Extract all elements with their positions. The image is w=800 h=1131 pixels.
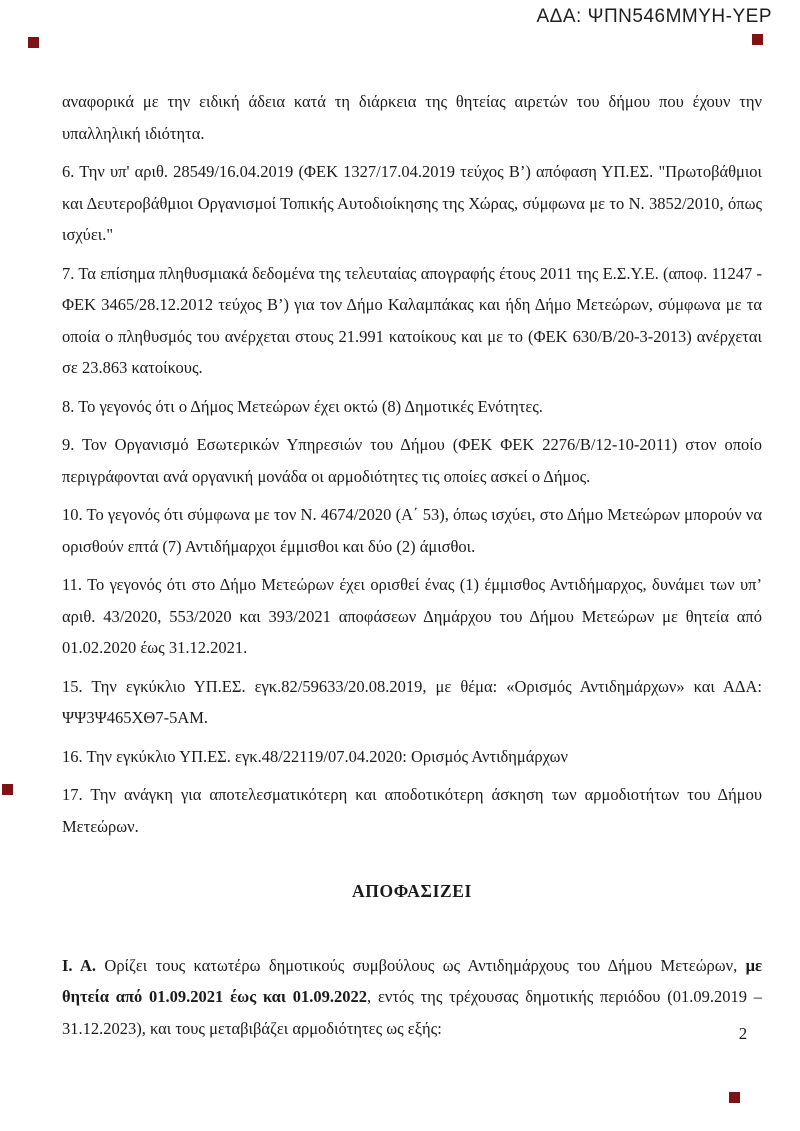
- paragraph: [62, 950, 762, 1045]
- paragraph: [62, 258, 762, 384]
- paragraph: [62, 779, 762, 842]
- paragraph: [62, 156, 762, 251]
- paragraph: [62, 391, 762, 423]
- paragraph-segment: 9. Τον Οργανισμό Εσωτερικών Υπηρεσιών του Δήμου (ΦΕΚ ΦΕΚ 2276/Β/12-10-2011) στον οποίο περιγράφονται ανά οργανική μονάδα οι αρμοδιότητες τις οποίες ασκεί ο Δήμος.: [62, 435, 762, 486]
- paragraph-segment: ΑΠΟΦΑΣΙΖΕΙ: [352, 881, 472, 901]
- paragraph: [62, 429, 762, 492]
- paragraph-segment: 15. Την εγκύκλιο ΥΠ.ΕΣ. εγκ.82/59633/20.08.2019, με θέμα: «Ορισμός Αντιδημάρχων» και ΑΔΑ: ΨΨ3Ψ465ΧΘ7-5ΑΜ.: [62, 676, 762, 727]
- paragraph-segment: 17. Την ανάγκη για αποτελεσματικότερη και αποδοτικότερη άσκηση των αρμοδιοτήτων του Δήμου Μετεώρων.: [62, 785, 762, 836]
- paragraph-segment: Ορίζει τους κατωτέρω δημοτικούς συμβούλους ως Αντιδημάρχους του Δήμου Μετεώρων,: [96, 955, 746, 975]
- registration-mark-top-left: [28, 37, 39, 48]
- paragraph-segment: 7. Τα επίσημα πληθυσμιακά δεδομένα της τελευταίας απογραφής έτους 2011 της Ε.Σ.Υ.Ε. (αποφ. 11247 - ΦΕΚ 3465/28.12.2012 τεύχος Β’) για τον Δήμο Καλαμπάκας και ήδη Δήμο Μετεώρων, σύμφωνα με τα οποία ο πληθυσμός του ανέρχεται στους 21.991 κατοίκους και με το (ΦΕΚ 630/Β/20-3-2013) ανέρχεται σε 23.863 κατοίκους.: [62, 263, 762, 377]
- ada-code-header: ΑΔΑ: ΨΠΝ546ΜΜΥΗ-ΥΕΡ: [536, 6, 772, 27]
- paragraph-segment: 10. Το γεγονός ότι σύμφωνα με τον Ν. 4674/2020 (Α΄ 53), όπως ισχύει, στο Δήμο Μετεώρων μπορούν να ορισθούν επτά (7) Αντιδήμαρχοι έμμισθοι και δύο (2) άμισθοι.: [62, 505, 762, 556]
- paragraph: [62, 569, 762, 664]
- paragraph-segment: με θητεία από 01.09.2021 έως και 01.09.2022: [62, 955, 762, 1006]
- document-body: [62, 86, 762, 1051]
- paragraph-segment: 6. Την υπ' αριθ. 28549/16.04.2019 (ΦΕΚ 1327/17.04.2019 τεύχος Β’) απόφαση ΥΠ.ΕΣ. "Πρωτοβάθμιοι και Δευτεροβάθμιοι Οργανισμοί Τοπικής Αυτοδιοίκησης της Χώρας, σύμφωνα με το Ν. 3852/2010, όπως ισχύει.": [62, 162, 762, 244]
- paragraph-segment: , εντός της τρέχουσας δημοτικής περιόδου (01.09.2019 – 31.12.2023), και τους μεταβιβάζει αρμοδιότητες ως εξής:: [62, 987, 762, 1038]
- paragraph: [62, 499, 762, 562]
- page-number: 2: [738, 1024, 748, 1043]
- paragraph-segment: αναφορικά με την ειδική άδεια κατά τη διάρκεια της θητείας αιρετών του δήμου που έχουν την υπαλληλική ιδιότητα.: [62, 92, 762, 143]
- paragraph-segment: 16. Την εγκύκλιο ΥΠ.ΕΣ. εγκ.48/22119/07.04.2020: Ορισμός Αντιδημάρχων: [62, 746, 568, 766]
- paragraph: [62, 741, 762, 773]
- registration-mark-top-right: [752, 34, 763, 45]
- paragraph-segment: 8. Το γεγονός ότι ο Δήμος Μετεώρων έχει οκτώ (8) Δημοτικές Ενότητες.: [62, 396, 543, 416]
- paragraph-segment: 11. Το γεγονός ότι στο Δήμο Μετεώρων έχει ορισθεί ένας (1) έμμισθος Αντιδήμαρχος, δυνάμει των υπ’ αριθ. 43/2020, 553/2020 και 393/2021 αποφάσεων Δημάρχου του Δήμου Μετεώρων με θητεία από 01.02.2020 έως 31.12.2021.: [62, 575, 762, 657]
- registration-mark-left-middle: [2, 784, 13, 795]
- paragraph: [62, 671, 762, 734]
- paragraph-segment: Ι. Α.: [62, 955, 97, 975]
- paragraph: [62, 86, 762, 149]
- registration-mark-bottom-right: [729, 1092, 740, 1103]
- decision-heading: [62, 876, 762, 908]
